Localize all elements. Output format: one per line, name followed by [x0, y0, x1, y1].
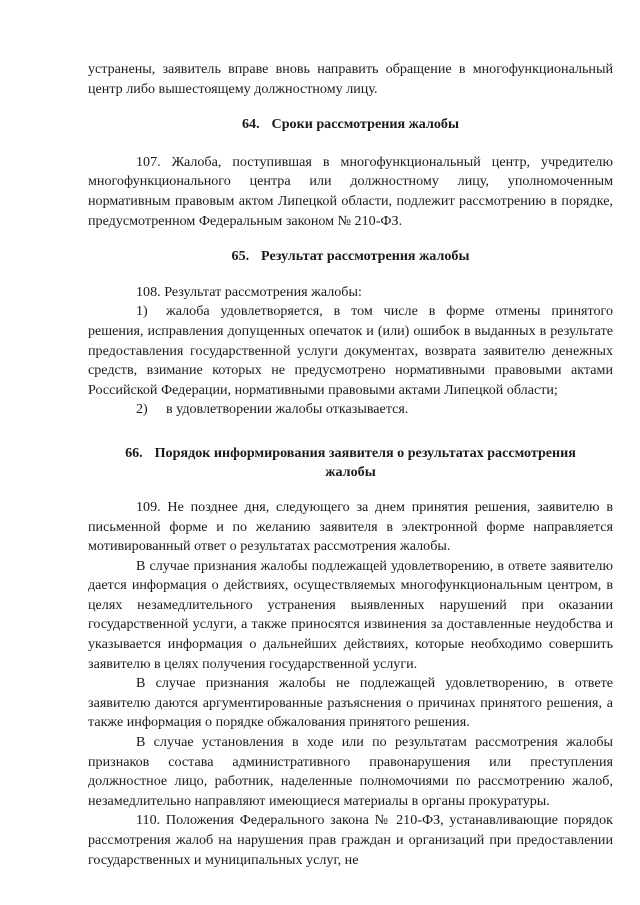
list-item-1: [88, 302, 613, 400]
list-item-text: в удовлетворении жалобы отказывается.: [166, 401, 409, 418]
list-item-number: 2): [136, 401, 148, 418]
list-item-2: [88, 400, 613, 420]
section-title: Результат рассмотрения жалобы: [261, 248, 470, 265]
section-heading-66: [88, 444, 613, 482]
paragraph-satisfied: В случае признания жалобы подлежащей удовлетворению, в ответе заявителю дается информация о действиях, осуществляемых многофункциональным центром, в целях незамедлительного устранения выявленных нарушений при оказании государственной услуги, а также приносятся извинения за доставленные неудобства и указывается информация о дальнейших действиях, которые необходимо совершить заявителю в целях получения государственной услуги.: [88, 557, 613, 672]
paragraph-violation: В случае установления в ходе или по результатам рассмотрения жалобы признаков состава административного правонарушения или преступления должностное лицо, работник, наделенные полномочиями по рассмотрению жалоб, незамедлительно направляют имеющиеся материалы в органы прокуратуры.: [88, 734, 613, 809]
section-title: Сроки рассмотрения жалобы: [271, 116, 459, 133]
paragraph-107: 107. Жалоба, поступившая в многофункциональный центр, учредителю многофункционального центра или должностному лицу, уполномоченным нормативным правовым актом Липецкой области, подлежит рассмотрению в порядке, предусмотренном Федеральным законом № 210-ФЗ.: [88, 153, 613, 229]
list-item-text: жалоба удовлетворяется, в том числе в форме отмены принятого решения, исправления допущенных опечаток и (или) ошибок в выданных в результате предоставления государственной услуги документах, возврата заявителю денежных средств, взимание которых не предусмотрено нормативными правовыми актами Российской Федерации, нормативными правовыми актами Липецкой области;: [88, 303, 613, 398]
section-heading-64: [88, 115, 613, 135]
paragraph-not-satisfied: В случае признания жалобы не подлежащей удовлетворению, в ответе заявителю даются аргументированные разъяснения о причинах принятого решения, а также информация о порядке обжалования принятого решения.: [88, 675, 613, 731]
section-number: 65.: [231, 248, 250, 265]
document-page: [88, 60, 613, 870]
paragraph-108: 108. Результат рассмотрения жалобы:: [136, 283, 362, 300]
paragraph-109: 109. Не позднее дня, следующего за днем принятия решения, заявителю в письменной форме и по желанию заявителя в электронной форме направляется мотивированный ответ о результатах рассмотрения жалобы.: [88, 498, 613, 555]
section-title-line1: Порядок информирования заявителя о результатах рассмотрения: [154, 444, 576, 461]
section-heading-65: [88, 247, 613, 267]
section-number: 66.: [125, 444, 143, 461]
paragraph-110: 110. Положения Федерального закона № 210-ФЗ, устанавливающие порядок рассмотрения жалоб на нарушения прав граждан и организаций при предоставлении государственных и муниципальных услуг, не: [88, 812, 613, 868]
paragraph-continuation: устранены, заявитель вправе вновь направить обращение в многофункциональный центр либо вышестоящему должностному лицу.: [88, 61, 613, 97]
list-item-number: 1): [136, 303, 148, 320]
section-number: 64.: [241, 116, 260, 133]
section-title-line2: жалобы: [325, 463, 376, 480]
